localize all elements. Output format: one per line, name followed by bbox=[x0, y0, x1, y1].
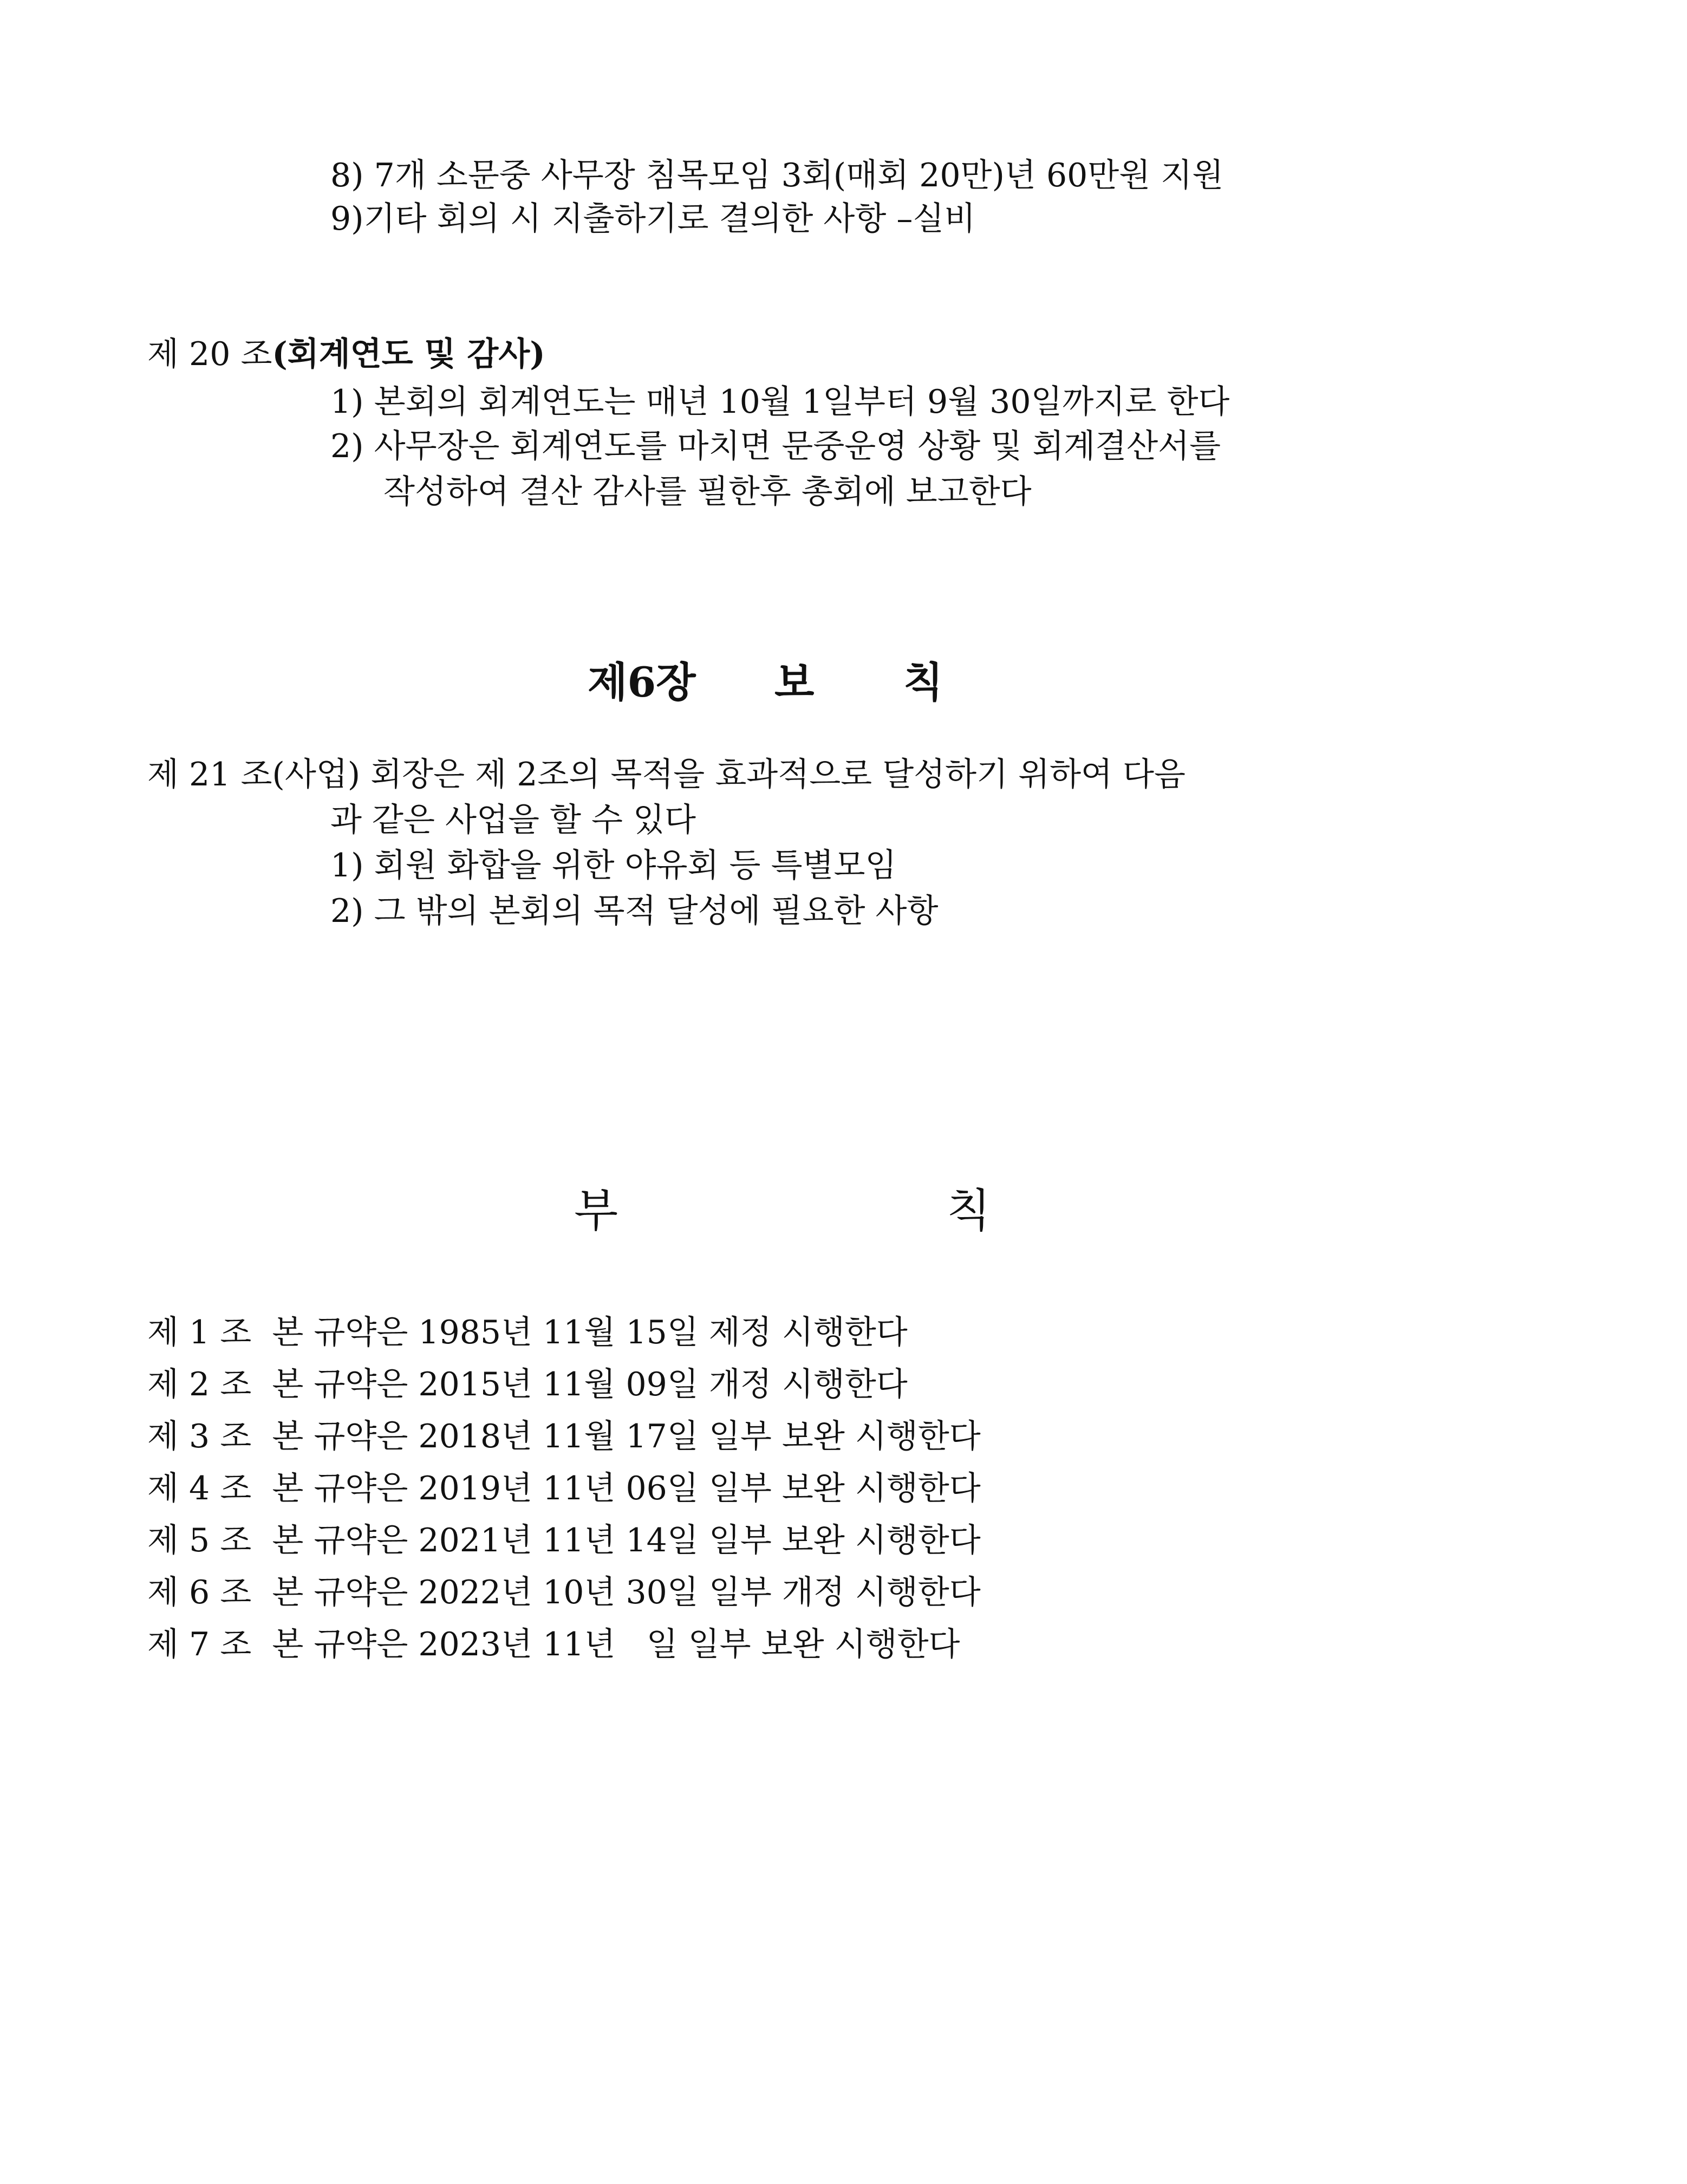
addenda-title-char-2: 칙 bbox=[947, 1184, 991, 1237]
addenda-article-number: 제 4 조 bbox=[147, 1470, 252, 1507]
article-21-item-2: 2) 그 밖의 본회의 목적 달성에 필요한 사항 bbox=[330, 892, 939, 930]
article-20-number: 제 20 조 bbox=[147, 335, 272, 373]
addenda-article-number: 제 3 조 bbox=[147, 1418, 252, 1455]
article-19-item-9: 9)기타 회의 시 지출하기로 결의한 사항 –실비 bbox=[330, 200, 976, 238]
chapter-6-title-char-1: 보 bbox=[774, 658, 815, 706]
addenda-title-char-1: 부 bbox=[574, 1184, 618, 1237]
addenda-article-text: 본 규약은 2015년 11월 09일 개정 시행한다 bbox=[272, 1366, 908, 1403]
addenda-article-text: 본 규약은 2023년 11년 일 일부 보완 시행한다 bbox=[272, 1626, 960, 1663]
addenda-article-text: 본 규약은 2021년 11년 14일 일부 보완 시행한다 bbox=[272, 1522, 981, 1559]
addenda-article-4 bbox=[147, 1466, 981, 1511]
addenda-article-text: 본 규약은 2018년 11월 17일 일부 보완 시행한다 bbox=[272, 1418, 981, 1455]
article-21-item-1: 1) 회원 화합을 위한 야유회 등 특별모임 bbox=[330, 847, 897, 885]
addenda-article-text: 본 규약은 1985년 11월 15일 제정 시행한다 bbox=[272, 1314, 908, 1351]
chapter-6-label: 제6장 bbox=[588, 658, 696, 706]
addenda-article-3 bbox=[147, 1414, 981, 1459]
article-21-line-2: 과 같은 사업을 할 수 있다 bbox=[330, 801, 696, 839]
article-20-heading bbox=[147, 332, 545, 377]
addenda-article-2 bbox=[147, 1362, 908, 1407]
article-21-line-1: 제 21 조(사업) 회장은 제 2조의 목적을 효과적으로 달성하기 위하여 다음 bbox=[147, 756, 1186, 794]
addenda-article-number: 제 7 조 bbox=[147, 1626, 252, 1663]
addenda-article-1 bbox=[147, 1310, 908, 1355]
addenda-article-7 bbox=[147, 1622, 960, 1667]
addenda-article-number: 제 6 조 bbox=[147, 1574, 252, 1611]
addenda-article-text: 본 규약은 2019년 11년 06일 일부 보완 시행한다 bbox=[272, 1470, 981, 1507]
addenda-article-text: 본 규약은 2022년 10년 30일 일부 개정 시행한다 bbox=[272, 1574, 981, 1611]
addenda-article-number: 제 5 조 bbox=[147, 1522, 252, 1559]
addenda-article-number: 제 2 조 bbox=[147, 1366, 252, 1403]
article-20-item-1: 1) 본회의 회계연도는 매년 10월 1일부터 9월 30일까지로 한다 bbox=[330, 383, 1230, 421]
article-20-item-2-continued: 작성하여 결산 감사를 필한후 총회에 보고한다 bbox=[383, 473, 1032, 511]
addenda-article-5 bbox=[147, 1518, 981, 1563]
article-20-item-2: 2) 사무장은 회계연도를 마치면 문중운영 상황 및 회계결산서를 bbox=[330, 427, 1221, 465]
addenda-article-number: 제 1 조 bbox=[147, 1314, 252, 1351]
article-20-title: (회계연도 및 감사) bbox=[272, 335, 545, 373]
chapter-6-title-char-2: 칙 bbox=[903, 658, 943, 706]
article-19-item-8: 8) 7개 소문중 사무장 침목모임 3회(매회 20만)년 60만원 지원 bbox=[330, 157, 1224, 194]
addenda-article-6 bbox=[147, 1570, 981, 1615]
